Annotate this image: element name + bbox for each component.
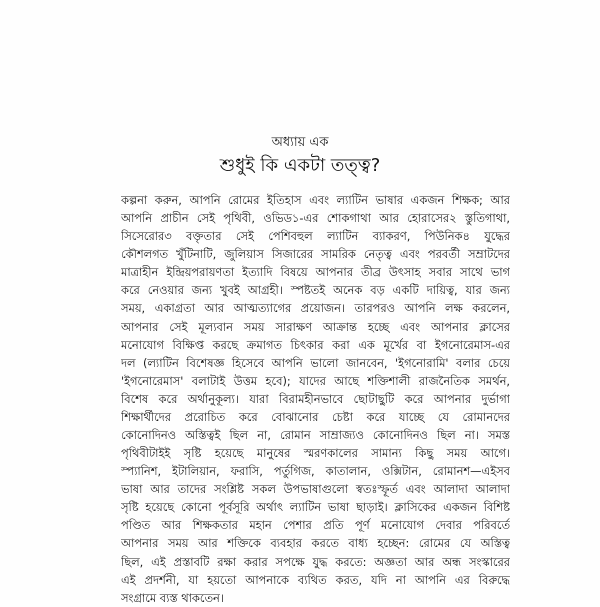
text-line: মাত্রাহীন ইন্দ্রিয়পরায়ণতা ইত্যাদি বিষয়ে আপনার তীব্র উৎসাহ সবার সাথে ভাগ — [121, 265, 510, 280]
text-line: সংগ্রামে ব্যস্ত থাকতেন। — [121, 590, 224, 605]
text-line: দল (ল্যাটিন বিশেষজ্ঞ হিসেবে আপনি ভালো জানবেন, 'ইগনোরামি' বলার চেয়ে — [121, 355, 510, 370]
text-line: পণ্ডিত আর শিক্ষকতার মহান পেশার প্রতি পূর্ণ মনোযোগ দেবার পরিবর্তে — [121, 518, 510, 533]
text-line: সময়, একাগ্রতা আর আত্মত্যাগের প্রয়োজন। তারপরও আপনি লক্ষ করলেন, — [121, 301, 510, 316]
text-line: আপনার সময় আর শক্তিকে ব্যবহার করতে বাধ্য হচ্ছেন: রোমের যে অস্তিত্ব — [121, 536, 510, 551]
text-line: কৌশলগত খুঁটিনাটি, জুলিয়াস সিজারের সামরিক নেতৃত্ব এবং পরবর্তী সম্রাটদের — [121, 247, 510, 262]
chapter-label: অধ্যায় এক — [271, 135, 329, 150]
text-line: স্প্যানিশ, ইটালিয়ান, ফরাসি, পর্তুগিজ, কাতালান, ওক্সিটান, রোমানশ—এইসব — [121, 464, 510, 479]
text-line: সৃষ্টি হয়েছে কোনো পূর্বসূরি অর্থাৎ ল্যাটিন ভাষা ছাড়াই। ক্লাসিকের একজন বিশিষ্ট — [121, 500, 510, 515]
text-line: ভাষা আর তাদের সংশ্লিষ্ট সকল উপভাষাগুলো স্বতঃস্ফূর্ত এবং আলাদা আলাদা — [121, 482, 510, 497]
text-line: এই প্রদর্শনী, যা হয়তো আপনাকে ব্যথিত করত, যদি না আপনি এর বিরুদ্ধে — [121, 572, 510, 587]
text-line: আপনার সেই মূল্যবান সময় সারাক্ষণ আক্রান্ত হচ্ছে এবং আপনার ক্লাসের — [121, 319, 510, 334]
text-line: শিক্ষার্থীদের প্ররোচিত করে বোঝানোর চেষ্টা করে যাচ্ছে যে রোমানদের — [121, 409, 510, 424]
text-line: সিসেরোর৩ বক্তৃতার সেই পেশিবহুল ল্যাটিন ব্যাকরণ, পিউনিক৪ যুদ্ধের — [121, 229, 510, 244]
text-line: মনোযোগ বিক্ষিপ্ত করছে ক্রমাগত চিৎকার করা এক মূর্খের বা ইগনোরেমাস-এর — [121, 337, 510, 352]
text-line: কোনোদিনও অস্তিত্বই ছিল না, রোমান সাম্রাজ্যও কোনোদিনও ছিল না। সমস্ত — [121, 428, 510, 443]
text-line: 'ইগনোরেমাস' বলাটাই উত্তম হবে); যাদের আছে শক্তিশালী রাজনৈতিক সমর্থন, — [121, 373, 510, 388]
text-line: পৃথিবীটাইই সৃষ্টি হয়েছে মানুষের স্মরণকালের সামান্য কিছু সময় আগে। — [121, 446, 510, 461]
text-line: আপনি প্রাচীন সেই পৃথিবী, ওভিড১-এর শোকগাথা আর হোরাসের২ স্তুতিগাথা, — [121, 211, 510, 226]
chapter-title: শুধুই কি একটা তত্ত্ব? — [219, 155, 381, 176]
body-paragraph — [121, 191, 510, 607]
text-line: ছিল, এই প্রস্তাবটি রক্ষা করার সপক্ষে যুদ্ধ করতে: অজ্ঞতা আর অন্ধ সংস্কারের — [121, 554, 510, 569]
text-line: বিশেষ করে অর্থানুকূল্য। যারা বিরামহীনভাবে ছোটাছুটি করে আপনার দুর্ভাগা — [121, 391, 510, 406]
text-line: কল্পনা করুন, আপনি রোমের ইতিহাস এবং ল্যাটিন ভাষার একজন শিক্ষক; আর — [121, 193, 510, 207]
text-line: করে নেওয়ার জন্য খুবই আগ্রহী। স্পষ্টতই অনেক বড় একটি দায়িত্ব, যার জন্য — [121, 283, 510, 298]
